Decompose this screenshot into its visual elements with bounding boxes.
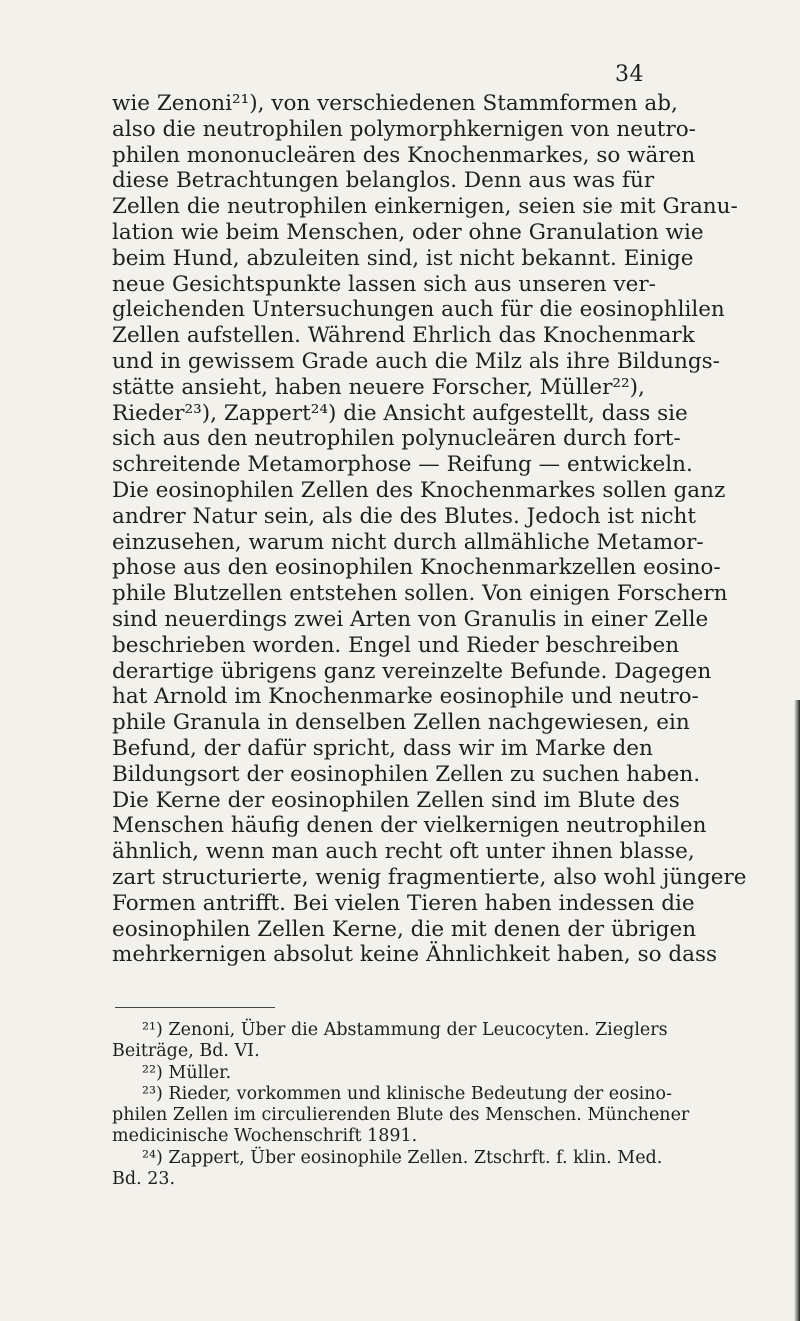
- body-line: philen mononucleären des Knochenmarkes, so wären: [112, 142, 696, 168]
- body-line: sich aus den neutrophilen polynucleären durch fort-: [112, 426, 681, 452]
- body-line: beschrieben worden. Engel und Rieder beschreiben: [112, 632, 680, 658]
- footnote-line: medicinische Wochenschrift 1891.: [112, 1126, 418, 1147]
- body-line: schreitende Metamorphose — Reifung — entwickeln.: [112, 452, 693, 478]
- body-line: Zellen aufstellen. Während Ehrlich das Knochenmark: [112, 323, 695, 349]
- body-line: und in gewissem Grade auch die Milz als ihre Bildungs-: [112, 348, 720, 374]
- footnotes: [112, 1020, 727, 1190]
- footnote-separator: [115, 1007, 275, 1008]
- body-line: lation wie beim Menschen, oder ohne Granulation wie: [112, 219, 704, 245]
- body-line: sind neuerdings zwei Arten von Granulis in einer Zelle: [112, 606, 709, 632]
- body-line: also die neutrophilen polymorphkernigen von neutro-: [112, 116, 696, 142]
- body-line: Formen antrifft. Bei vielen Tieren haben indessen die: [112, 890, 695, 916]
- body-line: Die eosinophilen Zellen des Knochenmarkes sollen ganz: [112, 477, 726, 503]
- body-line: Menschen häufig denen der vielkernigen neutrophilen: [112, 813, 707, 839]
- body-line: wie Zenoni²¹), von verschiedenen Stammformen ab,: [112, 91, 678, 116]
- body-line: stätte ansieht, haben neuere Forscher, Müller²²),: [112, 374, 645, 400]
- body-line: mehrkernigen absolut keine Ähnlichkeit haben, so dass: [112, 942, 718, 968]
- footnote-line: ²³) Rieder, vorkommen und klinische Bedeutung der eosino-: [142, 1083, 672, 1104]
- body-line: phile Blutzellen entstehen sollen. Von einigen Forschern: [112, 581, 728, 607]
- body-line: neue Gesichtspunkte lassen sich aus unseren ver-: [112, 271, 656, 297]
- footnote-line: Beiträge, Bd. VI.: [112, 1041, 260, 1062]
- body-line: Zellen die neutrophilen einkernigen, seien sie mit Granu-: [112, 194, 738, 220]
- footnote-line: ²¹) Zenoni, Über die Abstammung der Leucocyten. Zieglers: [142, 1020, 668, 1040]
- body-line: gleichenden Untersuchungen auch für die eosinophlilen: [112, 297, 725, 323]
- body-line: ähnlich, wenn man auch recht oft unter ihnen blasse,: [112, 839, 695, 865]
- footnote-line: ²²) Müller.: [142, 1062, 232, 1083]
- footnote-line: philen Zellen im circulierenden Blute des Menschen. Münchener: [112, 1105, 690, 1126]
- body-line: beim Hund, abzuleiten sind, ist nicht bekannt. Einige: [112, 245, 694, 271]
- body-line: zart structurierte, wenig fragmentierte, also wohl jüngere: [112, 864, 747, 890]
- body-line: Befund, der dafür spricht, dass wir im Marke den: [112, 735, 653, 761]
- body-line: Bildungsort der eosinophilen Zellen zu suchen haben.: [112, 761, 701, 787]
- page-number: 34: [615, 62, 644, 87]
- body-line: eosinophilen Zellen Kerne, die mit denen der übrigen: [112, 916, 697, 942]
- body-line: diese Betrachtungen belanglos. Denn aus was für: [112, 168, 655, 194]
- body-line: einzusehen, warum nicht durch allmähliche Metamor-: [112, 529, 704, 555]
- body-text: [112, 91, 747, 968]
- body-line: derartige übrigens ganz vereinzelte Befunde. Dagegen: [112, 658, 712, 684]
- body-line: Rieder²³), Zappert²⁴) die Ansicht aufgestellt, dass sie: [112, 400, 688, 426]
- body-line: hat Arnold im Knochenmarke eosinophile und neutro-: [112, 684, 699, 710]
- page-edge-shadow: [794, 700, 800, 1321]
- body-line: phose aus den eosinophilen Knochenmarkzellen eosino-: [112, 555, 721, 581]
- footnote-line: ²⁴) Zappert, Über eosinophile Zellen. Ztschrft. f. klin. Med.: [142, 1147, 663, 1168]
- body-line: andrer Natur sein, als die des Blutes. Jedoch ist nicht: [112, 503, 697, 529]
- body-line: phile Granula in denselben Zellen nachgewiesen, ein: [112, 710, 690, 736]
- footnote-line: Bd. 23.: [112, 1169, 176, 1190]
- body-line: Die Kerne der eosinophilen Zellen sind im Blute des: [112, 787, 680, 813]
